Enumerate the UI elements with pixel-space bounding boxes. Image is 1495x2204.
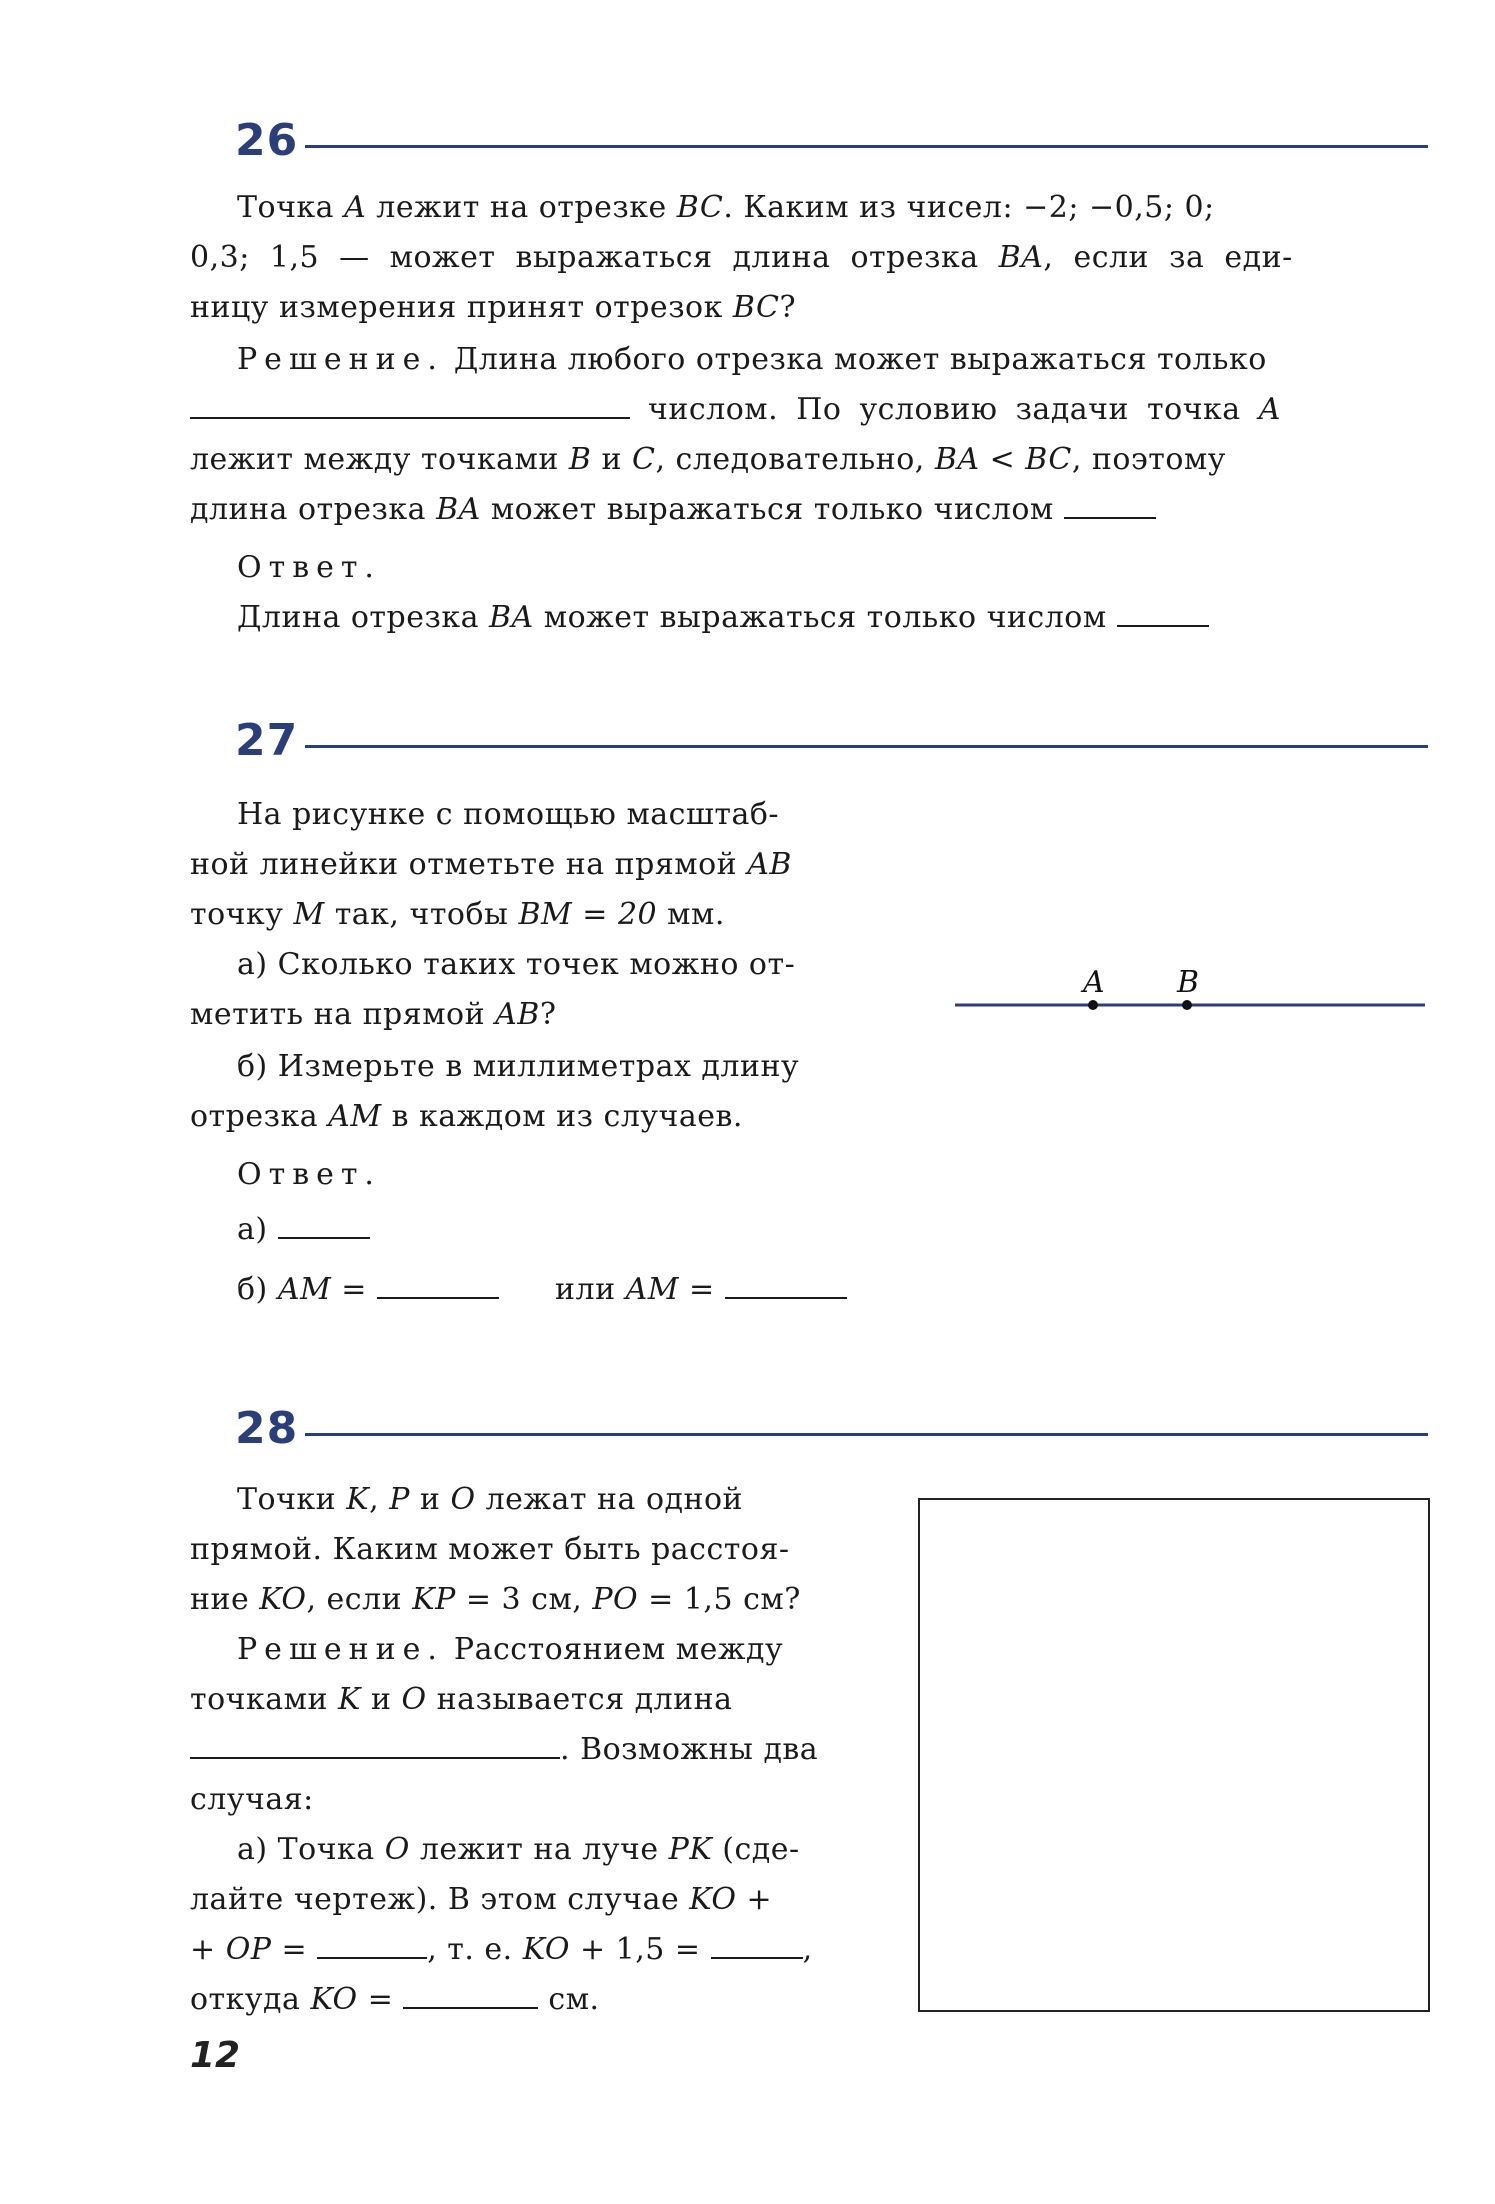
task-26-solution-2: числом. По условию задачи точка A (190, 385, 1281, 435)
task-number: 27 (235, 715, 299, 766)
task-27-line-5: метить на прямой AB? (190, 997, 557, 1032)
task-28-solution-2: точками K и O называется длина (190, 1682, 733, 1717)
task-26-solution-4: длина отрезка BA может выражаться только числом (190, 485, 1156, 535)
fill-blank[interactable] (711, 1933, 803, 1959)
task-number: 28 (235, 1403, 299, 1454)
task-26-line-2: 0,3; 1,5 — может выражаться длина отрезка BA, если за еди- (190, 240, 1293, 275)
task-28-case-a-4: откуда KO = см. (190, 1982, 600, 2017)
fill-blank[interactable] (190, 1733, 560, 1759)
solution-label: Решение. (237, 1632, 444, 1667)
task-28-case-a-1: а) Точка O лежит на луче PK (сде- (237, 1832, 800, 1867)
task-27-line-7: отрезка AM в каждом из случаев. (190, 1099, 743, 1134)
task-28-line-2: прямой. Каким может быть расстоя- (190, 1532, 790, 1567)
point-a-label: A (1083, 965, 1105, 1000)
task-27-answer-label: Ответ. (237, 1157, 381, 1192)
task-28-header (235, 1403, 1428, 1463)
task-26-line-1: Точка A лежит на отрезке BC. Каким из чисел: −2; −0,5; 0; (237, 190, 1215, 225)
task-28-solution-3: . Возможны два (190, 1725, 818, 1775)
fill-blank[interactable] (278, 1213, 370, 1239)
header-rule (305, 145, 1428, 148)
solution-label: Решение. (237, 342, 444, 377)
task-number: 26 (235, 115, 299, 166)
fill-blank[interactable] (725, 1273, 847, 1299)
task-27-line-2: ной линейки отметьте на прямой AB (190, 847, 792, 882)
point-b-label: B (1177, 965, 1200, 1000)
line-ab-figure[interactable] (950, 950, 1430, 1010)
fill-blank[interactable] (190, 393, 630, 419)
task-26-answer: Длина отрезка BA может выражаться только числом (237, 593, 1209, 643)
point-b (1182, 1000, 1192, 1010)
task-28-line-1: Точки K, P и O лежат на одной (237, 1482, 744, 1517)
task-26-header (235, 115, 1428, 175)
task-26-solution-1: Решение. Длина любого отрезка может выражаться только (237, 342, 1267, 377)
task-27-line-6: б) Измерьте в миллиметрах длину (237, 1049, 800, 1084)
drawing-box[interactable] (918, 1498, 1430, 2012)
task-26-solution-3: лежит между точками B и C, следовательно, BA < BC, поэтому (190, 442, 1226, 477)
task-26-answer-label: Ответ. (237, 550, 381, 585)
task-28-solution-4: случая: (190, 1782, 314, 1817)
fill-blank[interactable] (1117, 601, 1209, 627)
task-27-answer-a: а) (237, 1205, 370, 1255)
point-a (1088, 1000, 1098, 1010)
header-rule (305, 1433, 1428, 1436)
task-28-case-a-3: + OP = , т. е. KO + 1,5 = , (190, 1932, 813, 1967)
task-27-answer-b: б) AM = или AM = (237, 1265, 847, 1315)
fill-blank[interactable] (1064, 493, 1156, 519)
task-27-line-3: точку M так, чтобы BM = 20 мм. (190, 897, 725, 932)
task-28-case-a-2: лайте чертеж). В этом случае KO + (190, 1882, 773, 1917)
header-rule (305, 745, 1428, 748)
task-28-solution-1: Решение. Расстоянием между (237, 1632, 784, 1667)
task-27-line-1: На рисунке с помощью масштаб- (237, 797, 780, 832)
fill-blank[interactable] (317, 1933, 427, 1959)
page-number: 12 (190, 2035, 241, 2076)
task-27-header (235, 715, 1428, 775)
fill-blank[interactable] (403, 1983, 538, 2009)
task-28-line-3: ние KO, если KP = 3 см, PO = 1,5 см? (190, 1582, 801, 1617)
fill-blank[interactable] (377, 1273, 499, 1299)
task-27-line-4: а) Сколько таких точек можно от- (237, 947, 796, 982)
task-26-line-3: ницу измерения принят отрезок BC? (190, 290, 797, 325)
